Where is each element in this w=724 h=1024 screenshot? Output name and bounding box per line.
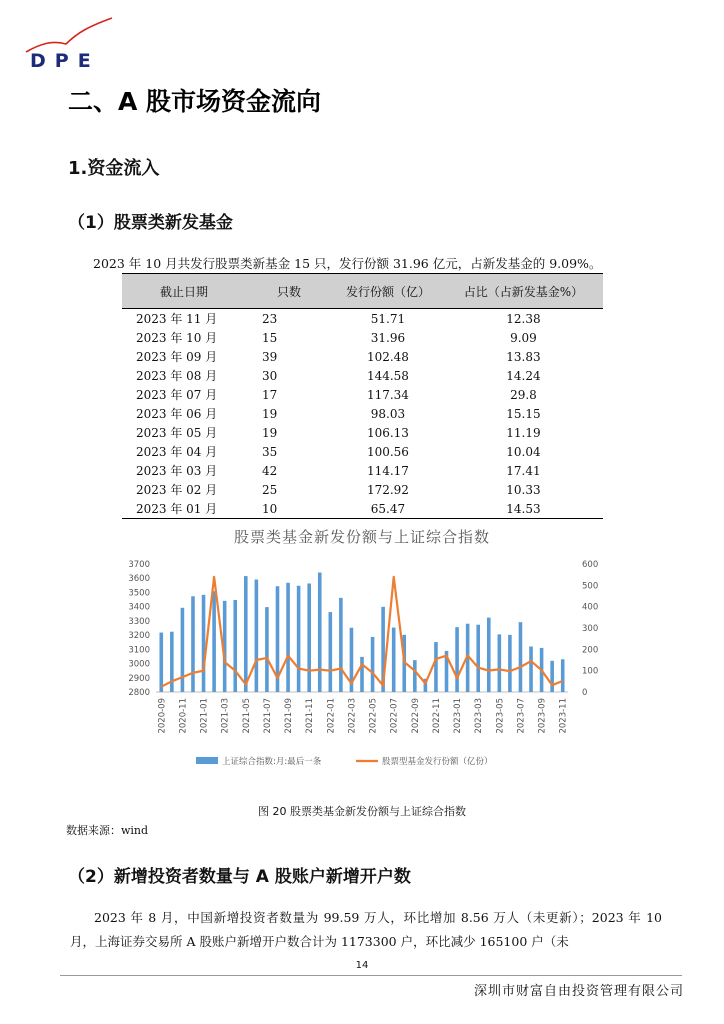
x-tick-label: 2021-07 <box>262 698 273 734</box>
cell-date: 2023 年 11 月 <box>136 312 218 326</box>
bar-shanghai-index <box>498 634 502 692</box>
bar-shanghai-index <box>265 607 269 692</box>
x-tick-label: 2021-01 <box>199 698 210 734</box>
company-name: 深圳市财富自由投资管理有限公司 <box>473 984 684 999</box>
x-tick-label: 2023-11 <box>558 698 569 734</box>
data-source: 数据来源：wind <box>66 824 149 837</box>
cell-ratio: 11.19 <box>506 425 541 440</box>
cell-ratio: 9.09 <box>510 330 537 345</box>
cell-shares: 100.56 <box>366 444 409 459</box>
x-tick-label: 2020-11 <box>178 698 189 734</box>
x-tick-label: 2022-09 <box>410 698 421 734</box>
y-left-tick-label: 3300 <box>128 616 150 627</box>
y-left-tick-label: 2900 <box>128 673 150 684</box>
y-right-tick-label: 0 <box>582 688 588 698</box>
cell-count: 15 <box>262 330 278 345</box>
y-right-tick-label: 300 <box>582 624 598 634</box>
y-left-tick-label: 3400 <box>128 602 150 613</box>
investors-text: 2023 年 8 月，中国新增投资者数量为 99.59 万人，环比增加 8.56 万人（未更新）；2023 年 10 月，上海证券交易所 A 股账户新增开户数合计为 1173300 户，环比减少 165100 户（未 <box>70 910 662 949</box>
x-tick-label: 2021-03 <box>220 698 231 734</box>
page-number: 14 <box>355 960 369 971</box>
legend-swatch-index <box>196 757 218 764</box>
y-left-tick-label: 3100 <box>128 645 150 656</box>
cell-ratio: 10.04 <box>506 444 541 459</box>
x-tick-label: 2023-07 <box>516 698 527 734</box>
x-tick-label: 2023-09 <box>537 698 548 734</box>
bar-shanghai-index <box>392 628 396 692</box>
x-tick-label: 2021-05 <box>241 698 252 734</box>
bar-shanghai-index <box>413 660 417 692</box>
cell-shares: 144.58 <box>366 368 409 383</box>
cell-shares: 172.92 <box>366 482 409 497</box>
cell-shares: 106.13 <box>366 425 409 440</box>
bar-shanghai-index <box>529 646 533 692</box>
cell-ratio: 12.38 <box>506 311 541 326</box>
cell-date: 2023 年 08 月 <box>136 369 218 383</box>
cell-date: 2023 年 02 月 <box>136 483 218 497</box>
bar-shanghai-index <box>181 608 185 692</box>
cell-count: 39 <box>262 349 278 364</box>
bar-shanghai-index <box>159 633 163 692</box>
bar-shanghai-index <box>476 625 480 692</box>
cell-ratio: 14.24 <box>506 368 541 383</box>
header-shares: 发行份额（亿） <box>332 274 444 309</box>
x-tick-label: 2022-07 <box>389 698 400 734</box>
bar-shanghai-index <box>318 573 322 692</box>
cell-date: 2023 年 09 月 <box>136 350 218 364</box>
footer-divider <box>60 975 682 976</box>
bar-shanghai-index <box>487 618 491 692</box>
cell-ratio: 17.41 <box>506 463 541 478</box>
logo-text: DPE <box>30 50 100 72</box>
bar-shanghai-index <box>434 642 438 692</box>
legend-label-fund: 股票型基金发行份额（亿份） <box>382 757 493 767</box>
cell-date: 2023 年 10 月 <box>136 331 218 345</box>
cell-count: 30 <box>262 368 278 383</box>
cell-shares: 102.48 <box>366 349 409 364</box>
legend-label-index: 上证综合指数:月:最后一条 <box>222 757 322 767</box>
cell-date: 2023 年 06 月 <box>136 407 218 421</box>
table-row <box>122 366 603 385</box>
table-header-row <box>122 274 603 309</box>
header-ratio: 占比（占新发基金%） <box>444 274 603 309</box>
subsection-heading-funds-inflow: 1.资金流入 <box>68 158 160 179</box>
y-right-tick-label: 200 <box>582 645 598 656</box>
table-row <box>122 347 603 366</box>
chart-title: 股票类基金新发份额与上证综合指数 <box>233 528 490 546</box>
new-funds-table <box>122 273 603 519</box>
investors-paragraph <box>70 906 662 954</box>
cell-shares: 51.71 <box>370 311 406 326</box>
logo-swoosh <box>26 18 112 52</box>
cell-ratio: 13.83 <box>506 349 541 364</box>
y-left-tick-label: 3600 <box>128 574 150 585</box>
bar-shanghai-index <box>212 591 216 692</box>
header-date: 截止日期 <box>122 274 246 309</box>
table-row <box>122 385 603 404</box>
x-tick-label: 2022-05 <box>368 698 379 734</box>
table-row <box>122 309 603 329</box>
cell-date: 2023 年 01 月 <box>122 499 246 519</box>
cell-count: 23 <box>262 311 278 326</box>
bar-shanghai-index <box>360 657 364 692</box>
cell-date: 2023 年 03 月 <box>136 464 218 478</box>
bar-shanghai-index <box>455 627 459 692</box>
x-tick-label: 2021-09 <box>284 698 295 734</box>
bar-shanghai-index <box>519 622 523 692</box>
bar-shanghai-index <box>329 612 333 692</box>
bar-shanghai-index <box>550 661 554 692</box>
cell-date: 2023 年 05 月 <box>136 426 218 440</box>
cell-ratio: 15.15 <box>506 406 541 421</box>
y-left-tick-label: 3700 <box>128 560 150 570</box>
table-row <box>122 480 603 499</box>
bar-shanghai-index <box>202 595 206 692</box>
bar-shanghai-index <box>339 598 343 692</box>
cell-date: 2023 年 04 月 <box>136 445 218 459</box>
cell-count: 42 <box>262 463 278 478</box>
cell-shares: 117.34 <box>366 387 409 402</box>
y-right-tick-label: 600 <box>582 560 598 570</box>
y-right-tick-label: 400 <box>582 602 598 613</box>
bar-shanghai-index <box>233 600 237 692</box>
bar-shanghai-index <box>191 596 195 692</box>
cell-count: 10 <box>246 499 332 519</box>
table-body <box>122 309 603 519</box>
bar-shanghai-index <box>508 635 512 692</box>
y-left-tick-label: 3500 <box>128 588 150 599</box>
x-tick-label: 2022-11 <box>431 698 442 734</box>
cell-ratio: 14.53 <box>444 499 603 519</box>
cell-count: 19 <box>262 406 278 421</box>
x-tick-label: 2022-01 <box>326 698 337 734</box>
table-row <box>122 328 603 347</box>
y-left-tick-label: 3000 <box>128 659 150 670</box>
bar-shanghai-index <box>561 659 565 692</box>
header-count: 只数 <box>246 274 332 309</box>
cell-shares: 31.96 <box>370 330 406 345</box>
table-row <box>122 442 603 461</box>
x-tick-label: 2021-11 <box>305 698 316 734</box>
cell-shares: 114.17 <box>366 463 409 478</box>
funds-summary-paragraph: 2023 年 10 月共发行股票类新基金 15 只，发行份额 31.96 亿元，占新发基金的 9.09%。 <box>93 256 602 271</box>
x-tick-label: 2023-01 <box>453 698 464 734</box>
y-left-tick-label: 3200 <box>128 631 150 642</box>
x-tick-label: 2020-09 <box>157 698 168 734</box>
subheading-new-investors: （2）新增投资者数量与 A 股账户新增开户数 <box>68 867 411 887</box>
fund-index-chart <box>118 550 598 780</box>
cell-count: 17 <box>262 387 278 402</box>
x-tick-label: 2023-03 <box>474 698 485 734</box>
x-tick-label: 2023-05 <box>495 698 506 734</box>
cell-date: 2023 年 07 月 <box>136 388 218 402</box>
cell-ratio: 10.33 <box>506 482 541 497</box>
section-heading: 二、A 股市场资金流向 <box>68 87 322 116</box>
y-left-tick-label: 2800 <box>128 688 150 698</box>
bar-shanghai-index <box>297 586 301 692</box>
figure-caption: 图 20 股票类基金新发份额与上证综合指数 <box>258 805 466 818</box>
table-row <box>122 404 603 423</box>
table-row <box>122 499 603 519</box>
bar-shanghai-index <box>286 583 290 692</box>
bar-shanghai-index <box>371 637 375 692</box>
cell-shares: 65.47 <box>332 499 444 519</box>
table-row <box>122 423 603 442</box>
y-right-tick-label: 100 <box>582 666 598 677</box>
cell-count: 19 <box>262 425 278 440</box>
cell-ratio: 29.8 <box>510 387 537 402</box>
table-row <box>122 461 603 480</box>
subheading-stock-funds: （1）股票类新发基金 <box>68 213 233 233</box>
bar-shanghai-index <box>255 580 259 692</box>
bar-shanghai-index <box>244 576 248 692</box>
bar-shanghai-index <box>307 583 311 692</box>
cell-shares: 98.03 <box>370 406 406 421</box>
cell-count: 25 <box>262 482 278 497</box>
y-right-tick-label: 500 <box>582 581 598 592</box>
x-tick-label: 2022-03 <box>347 698 358 734</box>
cell-count: 35 <box>262 444 278 459</box>
